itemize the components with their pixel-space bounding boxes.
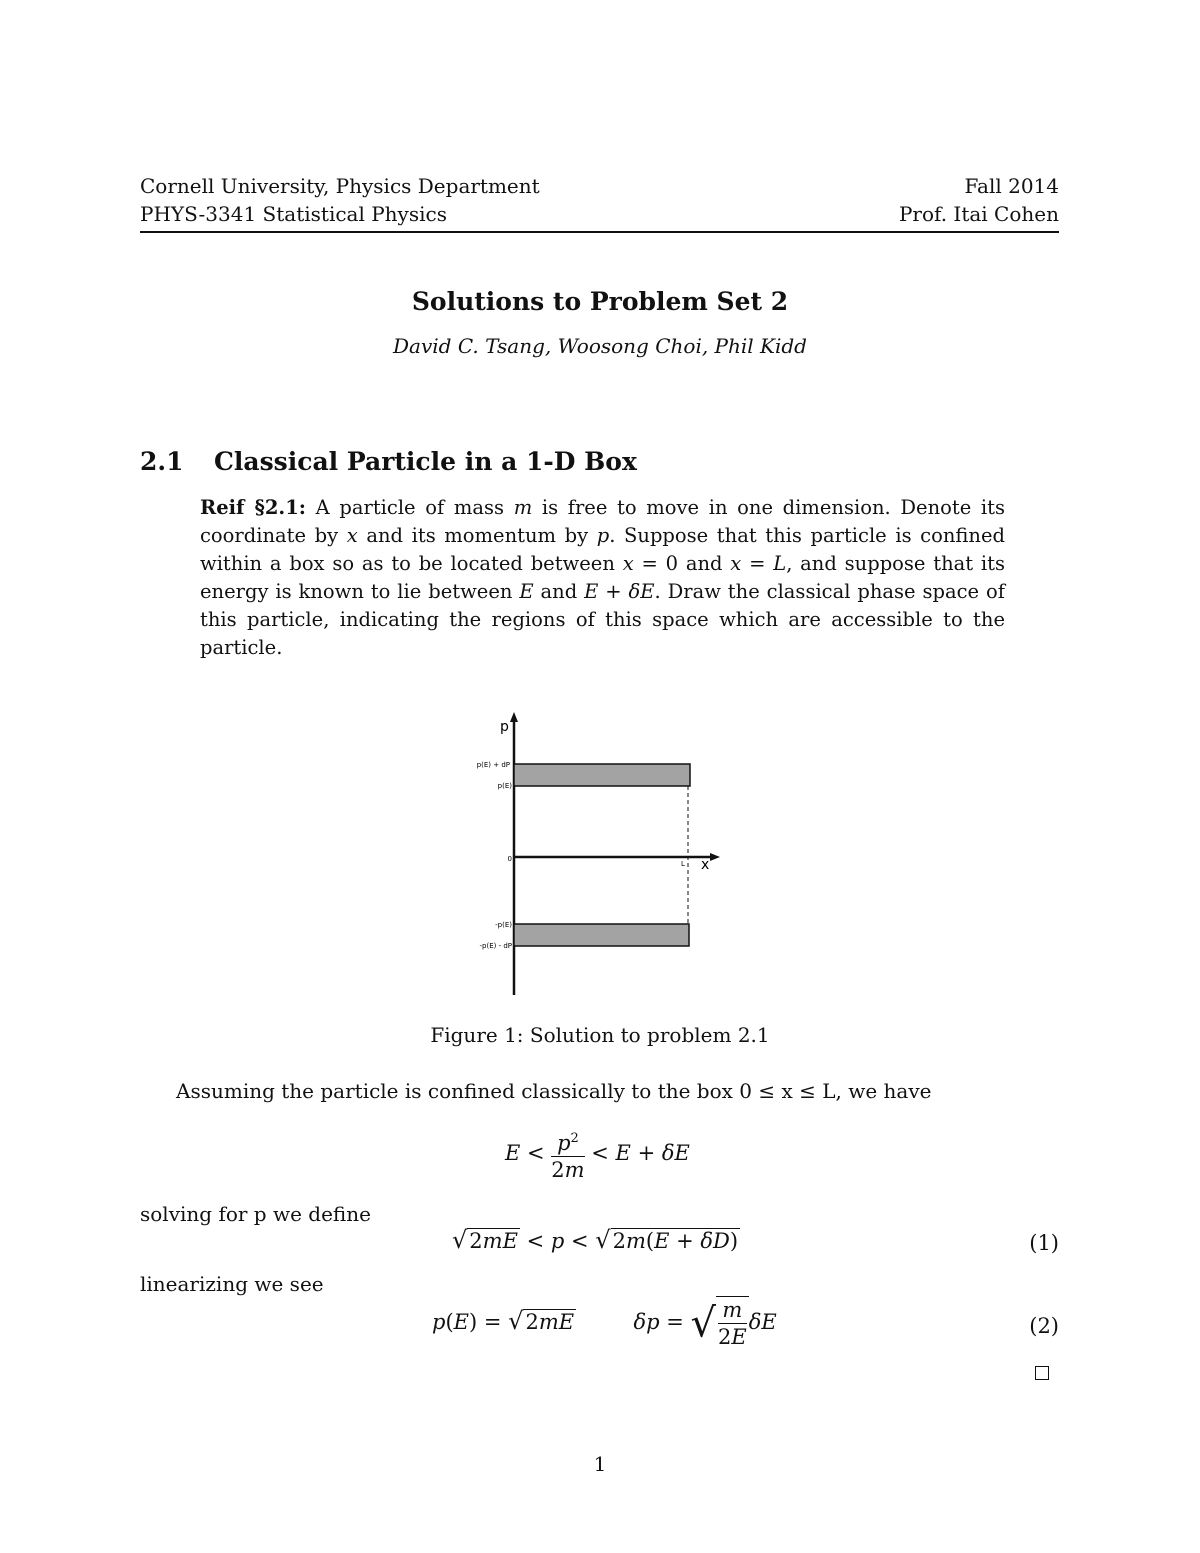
x-axis-label: x xyxy=(701,857,710,873)
equation-2-number: (2) xyxy=(1029,1314,1059,1338)
page-number: 1 xyxy=(593,1452,607,1476)
problem-label: Reif §2.1: xyxy=(200,496,306,519)
label-neg-pE: -p(E) xyxy=(495,921,512,929)
document-title: Solutions to Problem Set 2 xyxy=(411,287,789,316)
label-zero: 0 xyxy=(507,855,512,863)
p-axis-label: p xyxy=(500,719,509,735)
authors: David C. Tsang, Woosong Choi, Phil Kidd xyxy=(393,334,807,358)
header-institution: Cornell University, Physics Department xyxy=(140,174,540,198)
label-L: L xyxy=(681,860,685,868)
header-term: Fall 2014 xyxy=(964,174,1059,198)
label-neg-pE-minus-dp: -p(E) - dP xyxy=(479,942,512,950)
equation-2: p(E) = √2mE δp = √ $\frac{m}{2E}$ δE xyxy=(432,1298,777,1349)
phase-space-figure xyxy=(470,708,730,1003)
paragraph-assuming: Assuming the particle is confined classically to the box 0 ≤ x ≤ L, we have xyxy=(176,1079,932,1103)
section-heading xyxy=(140,447,637,476)
section-title: Classical Particle in a 1-D Box xyxy=(214,447,637,476)
header-rule xyxy=(140,231,1059,233)
header-professor: Prof. Itai Cohen xyxy=(898,202,1059,226)
equation-1-number: (1) xyxy=(1029,1231,1059,1255)
lower-accessible-region xyxy=(514,924,689,946)
qed-box xyxy=(1035,1366,1049,1380)
label-pE: p(E) xyxy=(497,782,512,790)
problem-statement xyxy=(200,494,1005,662)
paragraph-solving: solving for p we define xyxy=(140,1202,371,1226)
problem-text: A particle of mass m is free to move in one dimension. Denote its coordinate by x and its momentum by p. Suppose that this particle is confined within a box so as to be located between x = 0 and x = L, and suppose that its energy is known to lie between E and E + δE. Draw the classical phase space of this particle, indicating the regions of this space which are accessible to the particle. xyxy=(200,496,1005,659)
paragraph-linearizing: linearizing we see xyxy=(140,1272,324,1296)
header-course: PHYS-3341 Statistical Physics xyxy=(140,202,447,226)
figure-caption: Figure 1: Solution to problem 2.1 xyxy=(430,1023,770,1047)
x-axis-arrow xyxy=(710,853,720,861)
equation-1: √2mE < p < √2m(E + δD) xyxy=(452,1226,739,1254)
equation-energy-bound: E < $\frac{p^2}{2m}$ < E + δE xyxy=(505,1126,690,1183)
p-axis-arrow xyxy=(510,712,518,722)
label-pE-plus-dp: p(E) + dP xyxy=(476,761,510,769)
section-number: 2.1 xyxy=(140,447,184,476)
upper-accessible-region xyxy=(514,764,690,786)
